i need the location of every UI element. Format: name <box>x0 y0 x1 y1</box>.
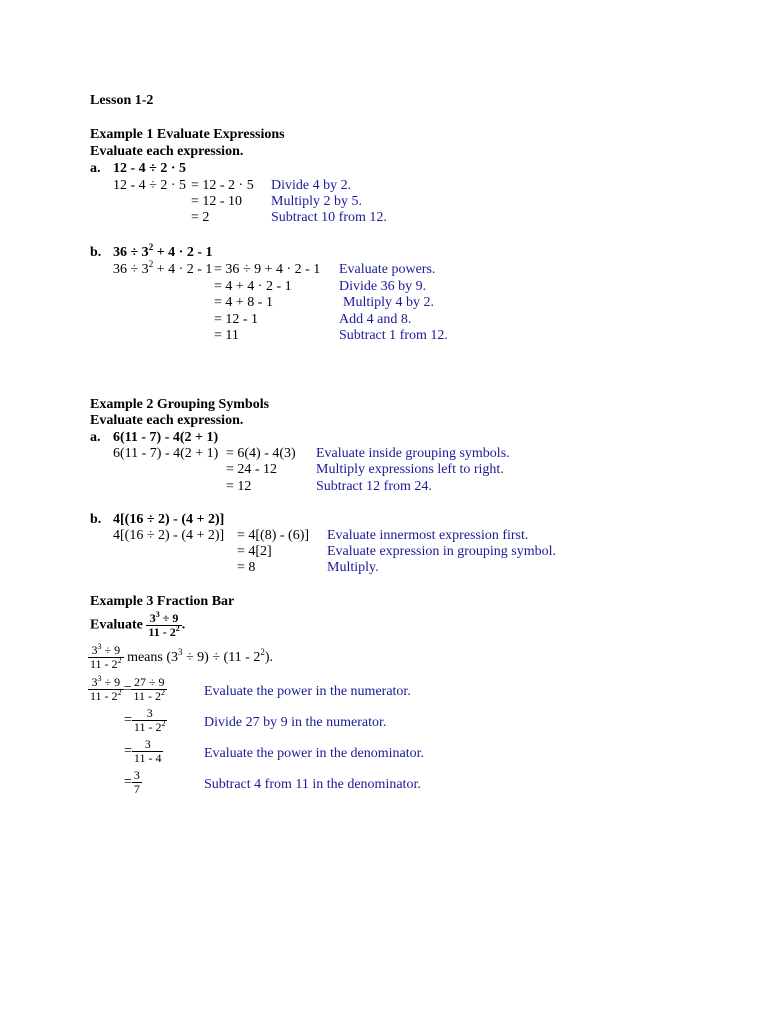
example-1b-problem: $36 \div 3^2 + 4 \cdot 2 - 1$ <box>113 242 213 260</box>
example-2a-lhs: 6(11 - 7) - 4(2 + 1) <box>113 446 219 461</box>
example-1b-step: = 12 - 1 <box>214 312 259 327</box>
example-3-title: Example 3 Fraction Bar <box>90 594 235 609</box>
example-1b-step: = 4 + 8 - 1 <box>214 295 273 310</box>
example-2b-lhs: 4[(16 ÷ 2) - (4 + 2)] <box>113 528 225 543</box>
example-1b-note: Multiply 4 by 2. <box>343 295 435 310</box>
example-2-title: Example 2 Grouping Symbols <box>90 397 270 412</box>
example-1a-note: Divide 4 by 2. <box>271 178 352 193</box>
example-1-instruction: Evaluate each expression. <box>90 144 244 159</box>
example-1a-problem: 12 - 4 ÷ 2 · 5 <box>113 161 187 176</box>
example-1b-note: Divide 36 by 9. <box>339 279 427 294</box>
example-2a-problem: 6(11 - 7) - 4(2 + 1) <box>113 430 219 445</box>
example-1a-label: a. <box>90 161 101 176</box>
example-3-fraction: $\frac{3^3 \div 9}{11 - 2^2}$ <box>148 610 180 639</box>
example-3-note: Divide 27 by 9 in the numerator. <box>204 715 387 730</box>
example-3-prompt: Evaluate $\frac{3^3 \div 9}{11 - 2^2}$ . <box>90 610 186 639</box>
example-2-instruction: Evaluate each expression. <box>90 413 244 428</box>
example-2b-label: b. <box>90 512 102 527</box>
example-1b-lhs: $36 \div 3^2 + 4 \cdot 2 - 1$ <box>113 259 213 277</box>
example-3-step-3: = $\frac{3}{11 - 4}$ <box>124 737 162 765</box>
example-1a-step: = 12 - 2 · 5 <box>191 178 254 193</box>
example-2a-step: = 6(4) - 4(3) <box>226 446 296 461</box>
example-2a-note: Multiply expressions left to right. <box>316 462 504 477</box>
example-3-step-4: = $\frac{3}{7}$ <box>124 768 140 796</box>
example-3-note: Evaluate the power in the numerator. <box>204 684 411 699</box>
example-2b-step: = 4[(8) - (6)] <box>237 528 310 543</box>
example-2a-label: a. <box>90 430 101 445</box>
example-2b-note: Evaluate innermost expression first. <box>327 528 529 543</box>
example-2a-step: = 12 <box>226 479 252 494</box>
example-2a-step: = 24 - 12 <box>226 462 278 477</box>
example-1b-note: Subtract 1 from 12. <box>339 328 448 343</box>
example-3-means-line: $\frac{3^3 \div 9}{11 - 2^2}$ means $(3^3 \div 9) \div (11 - 2^2)$. <box>90 642 274 671</box>
example-1-title: Example 1 Evaluate Expressions <box>90 127 285 142</box>
example-1b-label: b. <box>90 245 102 260</box>
example-2b-step: = 4[2] <box>237 544 272 559</box>
example-1b-note: Evaluate powers. <box>339 262 436 277</box>
example-1b-step: = 4 + 4 · 2 - 1 <box>214 279 292 294</box>
example-2b-problem: 4[(16 ÷ 2) - (4 + 2)] <box>113 512 225 527</box>
example-1a-note: Multiply 2 by 5. <box>271 194 363 209</box>
example-2b-step: = 8 <box>237 560 256 575</box>
example-1b-step: = 36 ÷ 9 + 4 · 2 - 1 <box>214 262 321 277</box>
example-1a-lhs: 12 - 4 ÷ 2 · 5 <box>113 178 187 193</box>
example-3-step-2: = $\frac{3}{11 - 2^2}$ <box>124 706 166 734</box>
lesson-title: Lesson 1-2 <box>90 93 154 108</box>
example-3-note: Evaluate the power in the denominator. <box>204 746 425 761</box>
example-2b-note: Evaluate expression in grouping symbol. <box>327 544 557 559</box>
example-1a-note: Subtract 10 from 12. <box>271 210 387 225</box>
example-1b-note: Add 4 and 8. <box>339 312 412 327</box>
example-1a-step: = 2 <box>191 210 210 225</box>
example-3-step-1: $\frac{3^3 \div 9}{11 - 2^2}$ = $\frac{27 \div 9}{11 - 2^2}$ <box>90 674 166 703</box>
example-3-note: Subtract 4 from 11 in the denominator. <box>204 777 421 792</box>
example-1b-step: = 11 <box>214 328 239 343</box>
example-1a-step: = 12 - 10 <box>191 194 243 209</box>
example-2a-note: Subtract 12 from 24. <box>316 479 432 494</box>
example-2a-note: Evaluate inside grouping symbols. <box>316 446 510 461</box>
example-2b-note: Multiply. <box>327 560 379 575</box>
